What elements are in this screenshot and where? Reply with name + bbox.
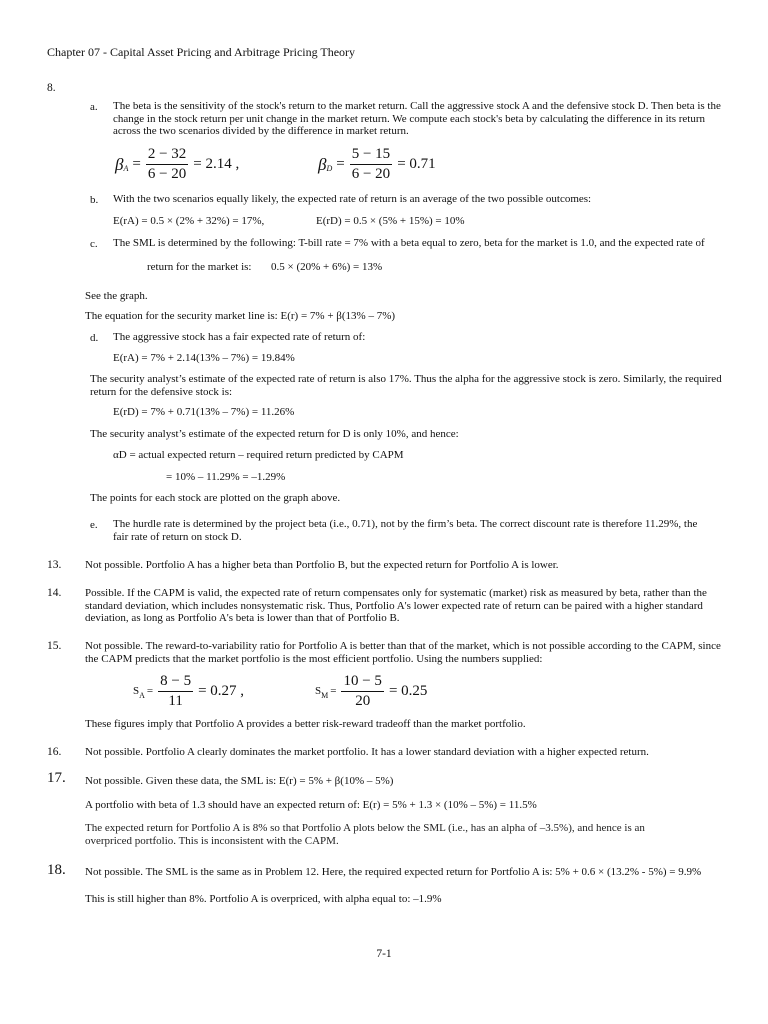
problem-13-text: Not possible. Portfolio A has a higher beta than Portfolio B, but the expected return for Portfolio A is lower. [85, 559, 559, 571]
beta-d-fraction [350, 146, 392, 183]
sharpe-m-formula [315, 673, 427, 710]
problem-14-text: Possible. If the CAPM is valid, the expected rate of return compensates only for systematic (market) risk as measured by beta, rather than the standard deviation, which includes nonsystematic risk. Thus, Portfolio A's lower expected rate of return can be paired with a higher standard deviation, as long as Portfolio A's beta is lower than that of Portfolio B. [85, 587, 707, 625]
problem-15-number: 15. [47, 640, 62, 652]
beta-a-denominator: 6 − 20 [147, 166, 187, 182]
part-d-text: The aggressive stock has a fair expected rate of return of: [113, 331, 366, 343]
beta-a-numerator: 2 − 32 [146, 146, 188, 165]
sharpe-m-numerator: 10 − 5 [341, 673, 383, 692]
problem-15-conclusion: These figures imply that Portfolio A provides a better risk-reward tradeoff than the market portfolio. [85, 718, 526, 730]
sharpe-a-subscript: A [139, 691, 145, 700]
sharpe-a-fraction [158, 673, 193, 710]
part-e-text: The hurdle rate is determined by the project beta (i.e., 0.71), not by the firm’s beta. The correct discount rate is therefore 11.29%, the fair rate of return on stock D. [113, 518, 698, 543]
part-b-equation-a: E(rA) = 0.5 × (2% + 32%) = 17%, [113, 215, 265, 227]
problem-13-number: 13. [47, 559, 62, 571]
sharpe-m-symbol: S [315, 685, 322, 697]
beta-a-subscript: A [123, 164, 129, 173]
beta-d-numerator: 5 − 15 [350, 146, 392, 165]
problem-18-number: 18. [47, 862, 66, 878]
problem-17-number: 17. [47, 770, 66, 786]
beta-a-formula: β A = $\frac{2 - 32}{6 - 20}$ = 2.14 , [115, 146, 240, 182]
sharpe-m-denominator: 20 [355, 693, 371, 709]
sharpe-a-formula [133, 673, 244, 710]
problem-18-text: Not possible. The SML is the same as in Problem 12. Here, the required expected return for Portfolio A is: 5% + 0.6 × (13.2% - 5%) = 9.9% [85, 866, 702, 878]
problem-16-text: Not possible. Portfolio A clearly dominates the market portfolio. It has a lower standard deviation with a higher expected return. [85, 746, 649, 758]
part-b-equation-d: E(rD) = 0.5 × (5% + 15%) = 10% [316, 215, 465, 227]
part-d-equation-a: E(rA) = 7% + 2.14(13% – 7%) = 19.84% [113, 352, 295, 364]
page-number: 7-1 [376, 948, 392, 960]
beta-d-result: = 0.71 [397, 156, 436, 172]
sharpe-m-result: = 0.25 [388, 683, 428, 699]
points-plotted-text: The points for each stock are plotted on the graph above. [90, 492, 341, 504]
part-a-text: The beta is the sensitivity of the stock's return to the market return. Call the aggressive stock A and the defensive stock D. Then beta is the change in the stock return per unit change in the market return. We compute each stock's beta by calculating the difference in its return across the two scenarios divided by the difference in market return. [113, 100, 721, 138]
sml-equation: The equation for the security market line is: E(r) = 7% + β(13% – 7%) [85, 310, 396, 322]
sharpe-a-result: = 0.27 , [198, 683, 245, 699]
beta-a-fraction [146, 146, 188, 183]
part-e-marker: e. [90, 519, 98, 531]
sharpe-a-numerator: 8 − 5 [158, 673, 193, 692]
part-d-equation-d: E(rD) = 7% + 0.71(13% – 7%) = 11.26% [113, 406, 295, 418]
problem-14-number: 14. [47, 587, 62, 599]
page-header: Chapter 07 - Capital Asset Pricing and Arbitrage Pricing Theory [47, 45, 356, 59]
part-c-equation: 0.5 × (20% + 6%) = 13% [271, 261, 383, 273]
beta-d-symbol: β [318, 155, 327, 174]
problem-8-number: 8. [47, 82, 56, 94]
part-c-text-continued: return for the market is: [147, 261, 252, 273]
sharpe-m-fraction [341, 673, 383, 710]
part-d-analyst-sentence: The security analyst’s estimate of the expected rate of return is also 17%. Thus the alpha for the aggressive stock is zero. Similarly, the required return for the defensive stock is: [90, 373, 722, 398]
part-a-marker: a. [90, 101, 98, 113]
sharpe-a-symbol: S [133, 685, 140, 697]
part-d-analyst-text [90, 373, 730, 398]
sharpe-m-equals: = [330, 685, 337, 697]
sharpe-m-subscript: M [321, 691, 329, 700]
problem-18-conclusion: This is still higher than 8%. Portfolio A is overpriced, with alpha equal to: –1.9% [85, 893, 442, 905]
part-c-text: The SML is determined by the following: T-bill rate = 7% with a beta equal to zero, beta for the market is 1.0, and the expected rate of [113, 237, 705, 249]
problem-17-conclusion: The expected return for Portfolio A is 8% so that Portfolio A plots below the SML (i.e., has an alpha of –3.5%), and hence is an overpriced portfolio. This is inconsistent with the CAPM. [85, 822, 645, 847]
problem-17-portfolio-text: A portfolio with beta of 1.3 should have an expected return of: E(r) = 5% + 1.3 × (10% – 5%) = 11.5% [85, 799, 537, 811]
sharpe-a-equals: = [146, 685, 154, 697]
part-d-analyst-d-text: The security analyst’s estimate of the expected return for D is only 10%, and hence: [90, 428, 459, 440]
beta-d-denominator: 6 − 20 [351, 166, 391, 182]
problem-16-number: 16. [47, 746, 62, 758]
alpha-d-definition: αD = actual expected return – required return predicted by CAPM [113, 449, 404, 461]
beta-d-subscript: D [326, 164, 333, 173]
beta-d-formula: β D = $\frac{5 - 15}{6 - 20}$ = 0.71 [318, 146, 436, 182]
beta-a-symbol: β [115, 155, 124, 174]
problem-15-text: Not possible. The reward-to-variability ratio for Portfolio A is better than that of the market, which is not possible according to the CAPM, since the CAPM predicts that the market portfolio is the most efficient portfolio. Using the numbers supplied: [85, 640, 721, 665]
beta-a-result: = 2.14 , [193, 156, 240, 172]
alpha-d-value: = 10% – 11.29% = –1.29% [166, 471, 286, 483]
part-c-marker: c. [90, 238, 98, 250]
problem-17-text: Not possible. Given these data, the SML is: E(r) = 5% + β(10% – 5%) [85, 775, 394, 787]
part-d-marker: d. [90, 332, 99, 344]
see-graph-text: See the graph. [85, 290, 148, 302]
part-b-marker: b. [90, 194, 99, 206]
part-b-text: With the two scenarios equally likely, the expected rate of return is an average of the two possible outcomes: [113, 193, 592, 205]
sharpe-a-denominator: 11 [168, 693, 183, 709]
